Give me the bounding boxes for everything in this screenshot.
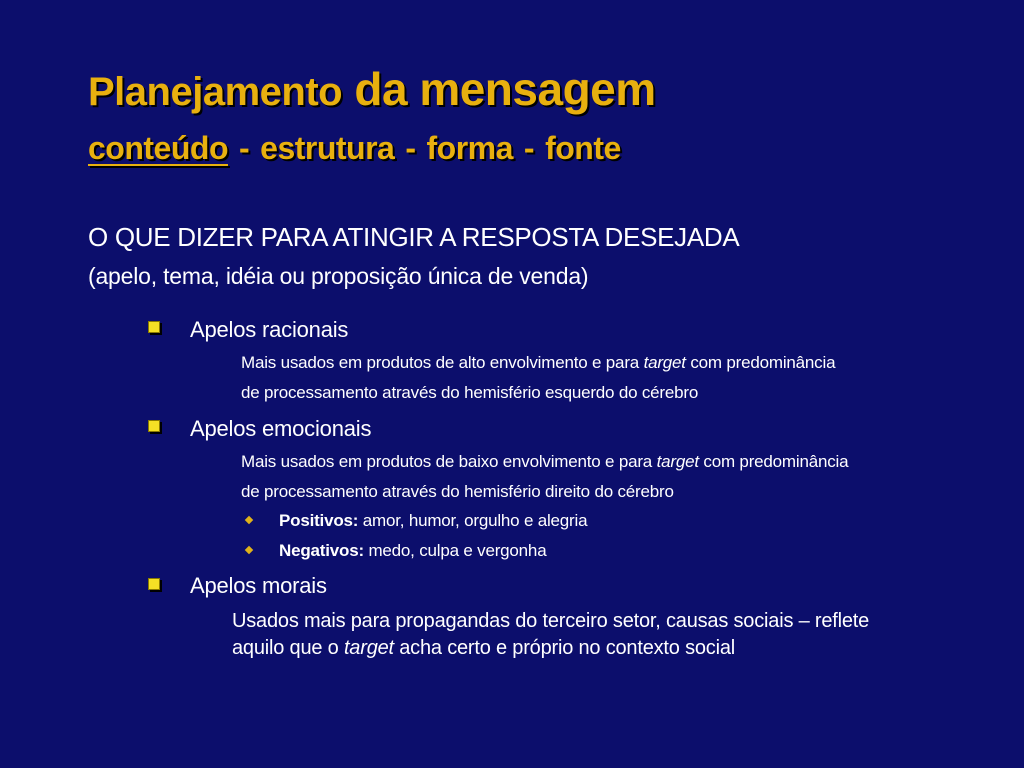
desc-text: com predominância — [685, 353, 836, 372]
subitem-positive — [279, 511, 587, 531]
square-bullet-icon — [148, 321, 160, 333]
square-bullet-icon — [148, 420, 160, 432]
topic-separator: - — [405, 130, 416, 166]
square-bullet-icon — [148, 578, 160, 590]
desc-text: Mais usados em produtos de alto envolvimento e para — [241, 353, 644, 372]
topic-forma: forma — [426, 130, 513, 166]
diamond-bullet-icon — [245, 546, 253, 554]
subitem-label: Positivos: — [279, 511, 359, 530]
topic-fonte: fonte — [545, 130, 621, 166]
bullet-rational-desc-line-1 — [241, 353, 835, 373]
title-part-2: da mensagem — [342, 63, 656, 115]
section-subheading: (apelo, tema, idéia ou proposição única de venda) — [88, 263, 589, 289]
subitem-label: Negativos: — [279, 541, 364, 560]
bullet-rational-label: Apelos racionais — [190, 317, 349, 342]
bullet-emotional-desc-line-2: de processamento através do hemisfério direito do cérebro — [241, 482, 674, 501]
bullet-emotional-label: Apelos emocionais — [190, 416, 372, 441]
topic-estrutura: estrutura — [260, 130, 395, 166]
title-part-1: Planejamento — [88, 70, 343, 114]
topic-conteudo: conteúdo — [88, 130, 228, 166]
bullet-moral-desc-line-1: Usados mais para propagandas do terceiro setor, causas sociais – reflete — [232, 610, 870, 632]
section-heading: O QUE DIZER PARA ATINGIR A RESPOSTA DESEJADA — [88, 222, 740, 252]
topic-separator: - — [238, 130, 250, 166]
topic-nav — [88, 130, 621, 167]
bullet-rational-desc-line-2: de processamento através do hemisfério esquerdo do cérebro — [241, 383, 699, 402]
bullet-moral-desc-line-2 — [232, 637, 735, 660]
bullet-emotional-desc-line-1 — [241, 452, 848, 472]
desc-emphasis: target — [656, 452, 699, 471]
bullet-moral-label: Apelos morais — [190, 573, 327, 598]
desc-emphasis: target — [643, 353, 686, 372]
desc-text: com predominância — [698, 452, 849, 471]
subitem-text: amor, humor, orgulho e alegria — [358, 511, 588, 530]
desc-text: aquilo que o — [232, 637, 344, 659]
desc-text: Mais usados em produtos de baixo envolvimento e para — [241, 452, 657, 471]
diamond-bullet-icon — [245, 516, 253, 524]
desc-text: acha certo e próprio no contexto social — [393, 637, 735, 659]
slide-title — [88, 62, 656, 116]
subitem-text: medo, culpa e vergonha — [363, 541, 547, 560]
subitem-negative — [279, 541, 546, 561]
desc-emphasis: target — [343, 637, 394, 659]
topic-separator: - — [523, 130, 535, 166]
